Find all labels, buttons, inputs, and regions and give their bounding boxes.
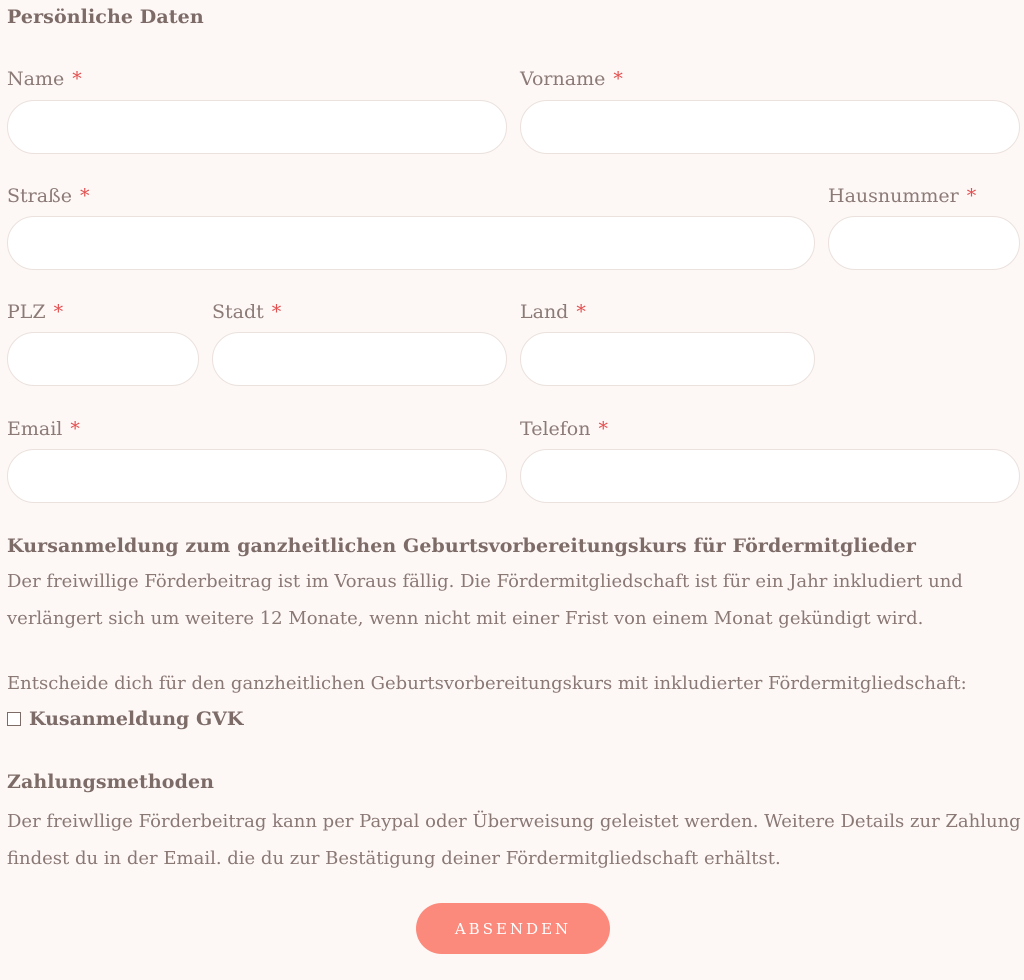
telefon-input[interactable] (520, 449, 1020, 503)
payment-title: Zahlungsmethoden (7, 771, 215, 793)
name-label: Name * (7, 68, 82, 90)
email-input[interactable] (7, 449, 507, 503)
email-label: Email * (7, 418, 80, 440)
plz-input[interactable] (7, 332, 199, 386)
course-prompt: Entscheide dich für den ganzheitlichen Geburtsvorbereitungskurs mit inkludierter Fördermitgliedschaft: (7, 673, 967, 694)
course-description-line1: Der freiwillige Förderbeitrag ist im Voraus fällig. Die Fördermitgliedschaft ist für ein Jahr inkludiert und (7, 571, 963, 592)
course-title: Kursanmeldung zum ganzheitlichen Geburtsvorbereitungskurs für Fördermitglieder (7, 535, 916, 557)
payment-description-line1: Der freiwllige Förderbeitrag kann per Paypal oder Überweisung geleistet werden. Weitere Details zur Zahlung (7, 811, 1021, 832)
course-checkbox-label: Kusanmeldung GVK (29, 708, 244, 730)
land-input[interactable] (520, 332, 815, 386)
plz-label: PLZ * (7, 301, 64, 323)
course-checkbox-row[interactable] (7, 708, 243, 730)
payment-description-line2: findest du in der Email. die du zur Bestätigung deiner Fördermitgliedschaft erhältst. (7, 848, 781, 869)
course-description (7, 563, 1022, 637)
telefon-label: Telefon * (520, 418, 608, 440)
vorname-input[interactable] (520, 100, 1020, 154)
submit-button[interactable]: ABSENDEN (416, 903, 610, 954)
strasse-input[interactable] (7, 216, 815, 270)
name-input[interactable] (7, 100, 507, 154)
course-description-line2: verlängert sich um weitere 12 Monate, wenn nicht mit einer Frist von einem Monat gekündigt wird. (7, 608, 924, 629)
hausnummer-input[interactable] (828, 216, 1020, 270)
vorname-label: Vorname * (520, 68, 623, 90)
stadt-label: Stadt * (212, 301, 282, 323)
payment-description (7, 803, 1022, 877)
course-checkbox[interactable] (7, 712, 21, 726)
stadt-input[interactable] (212, 332, 507, 386)
land-label: Land * (520, 301, 586, 323)
personal-data-title: Persönliche Daten (7, 6, 204, 28)
strasse-label: Straße * (7, 185, 90, 207)
hausnummer-label: Hausnummer * (828, 185, 977, 207)
